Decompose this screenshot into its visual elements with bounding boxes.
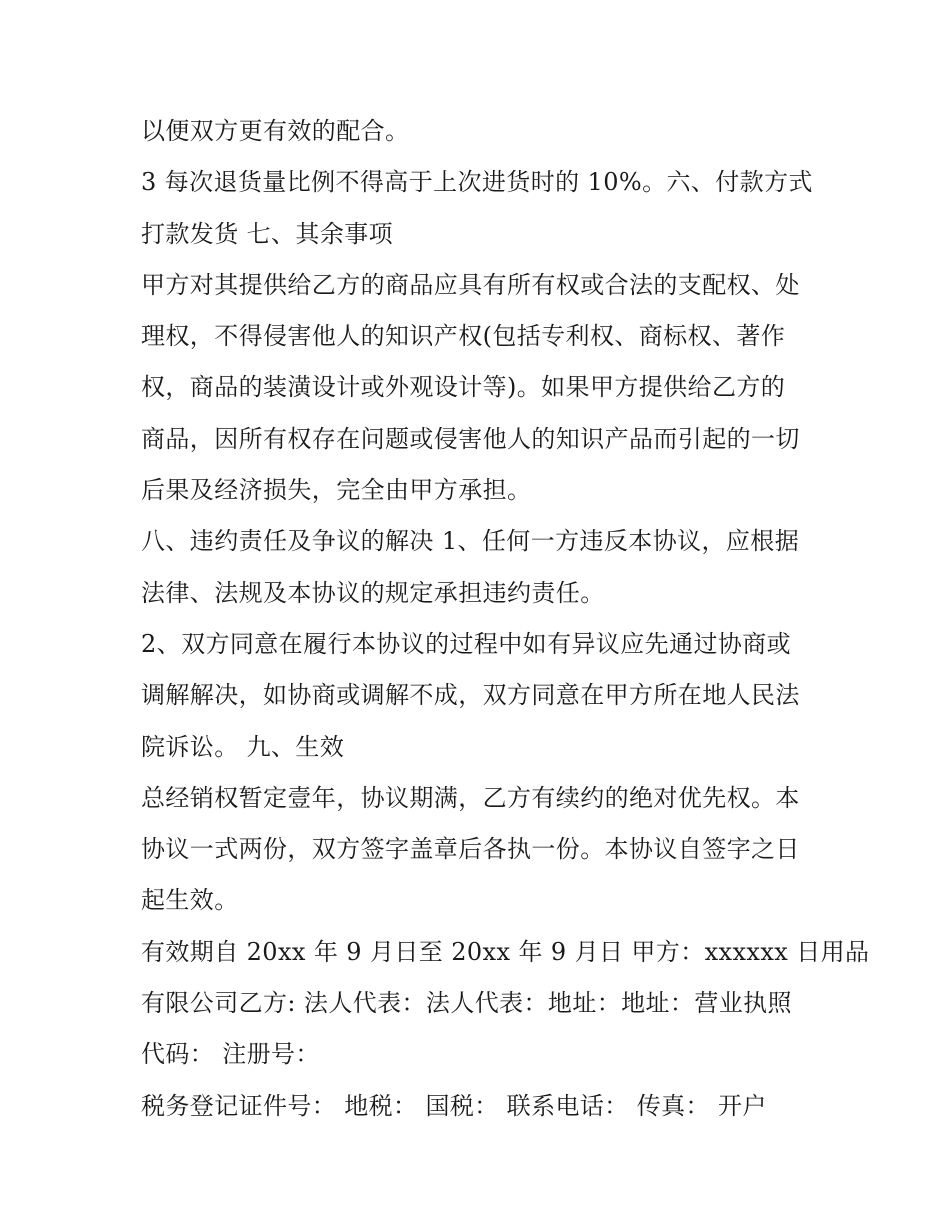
text-line: 院诉讼。 九、生效 <box>141 732 345 761</box>
text-line: 法律、法规及本协议的规定承担违约责任。 <box>141 578 605 607</box>
text-line: 税务登记证件号： 地税： 国税： 联系电话： 传真： 开户 <box>141 1091 767 1120</box>
text-line: 2、双方同意在履行本协议的过程中如有异议应先通过协商或 <box>141 629 792 658</box>
text-line: 理权，不得侵害他人的知识产权(包括专利权、商标权、著作 <box>141 322 786 351</box>
text-line: 调解解决，如协商或调解不成，双方同意在甲方所在地人民法 <box>141 681 800 710</box>
document-body <box>141 106 870 1132</box>
text-line: 协议一式两份，双方签字盖章后各执一份。本协议自签字之日 <box>141 835 800 864</box>
text-line: 商品，因所有权存在问题或侵害他人的知识产品而引起的一切 <box>141 424 800 453</box>
text-line: 八、违约责任及争议的解决 1、任何一方违反本协议，应根据 <box>141 527 800 556</box>
text-line: 有限公司乙方: 法人代表：法人代表：地址：地址：营业执照 <box>141 989 792 1018</box>
text-line: 权，商品的装潢设计或外观设计等)。如果甲方提供给乙方的 <box>141 373 786 402</box>
text-line: 3 每次退货量比例不得高于上次进货时的 10%。六、付款方式 <box>141 168 813 197</box>
text-line: 后果及经济损失，完全由甲方承担。 <box>141 476 532 505</box>
text-line: 起生效。 <box>141 886 239 915</box>
text-line: 打款发货 七、其余事项 <box>141 219 394 248</box>
text-line: 甲方对其提供给乙方的商品应具有所有权或合法的支配权、处 <box>141 270 800 299</box>
text-line: 总经销权暂定壹年，协议期满，乙方有续约的绝对优先权。本 <box>141 783 800 812</box>
text-line: 以便双方更有效的配合。 <box>141 117 410 145</box>
text-line: 代码： 注册号： <box>141 1040 320 1069</box>
text-line: 有效期自 20xx 年 9 月日至 20xx 年 9 月日 甲方：xxxxxx 日用品 <box>141 937 870 966</box>
